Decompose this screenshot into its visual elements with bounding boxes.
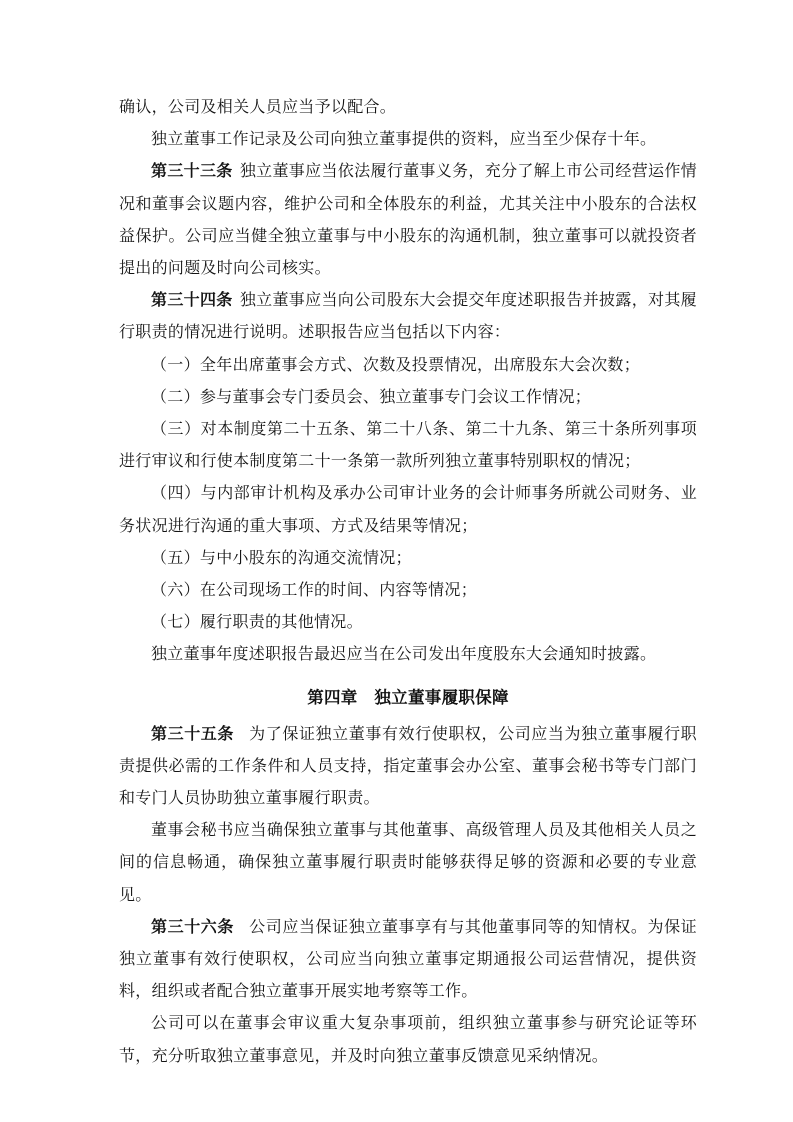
article-34-text: 独立董事应当向公司股东大会提交年度述职报告并披露，对其履行职责的情况进行说明。述职报告应当包括以下内容：	[119, 292, 697, 342]
list-item-4: （四）与内部审计机构及承办公司审计业务的会计师事务所就公司财务、业务状况进行沟通的重大事项、方式及结果等情况；	[119, 485, 697, 535]
list-item-6: （六）在公司现场工作的时间、内容等情况；	[151, 582, 478, 600]
list-item-3: （三）对本制度第二十五条、第二十八条、第二十九条、第三十条所列事项进行审议和行使本制度第二十一条第一款所列独立董事特别职权的情况；	[119, 421, 697, 471]
article-36-number: 第三十六条	[151, 918, 234, 936]
paragraph-board-secretary: 董事会秘书应当确保独立董事与其他董事、高级管理人员及其他相关人员之间的信息畅通，确保独立董事履行职责时能够获得足够的资源和必要的专业意见。	[119, 822, 697, 904]
article-35-paragraph	[119, 719, 697, 816]
paragraph-continuation: 确认，公司及相关人员应当予以配合。	[119, 99, 397, 116]
list-item-7: （七）履行职责的其他情况。	[151, 614, 363, 632]
article-34-number: 第三十四条	[151, 292, 233, 310]
article-34-paragraph	[119, 285, 697, 349]
paragraph-consultation: 公司可以在董事会审议重大复杂事项前，组织独立董事参与研究论证等环节，充分听取独立董事意见，并及时向独立董事反馈意见采纳情况。	[119, 1015, 697, 1065]
list-item-1: （一）全年出席董事会方式、次数及投票情况，出席股东大会次数；	[151, 356, 641, 374]
article-33-text: 独立董事应当依法履行董事义务，充分了解上市公司经营运作情况和董事会议题内容，维护公司和全体股东的利益，尤其关注中小股东的合法权益保护。公司应当健全独立董事与中小股东的沟通机制，独立董事可以就投资者提出的问题及时向公司核实。	[119, 163, 697, 278]
chapter-4-heading: 第四章 独立董事履职保障	[307, 687, 509, 707]
paragraph-report-disclosure: 独立董事年度述职报告最迟应当在公司发出年度股东大会通知时披露。	[151, 646, 657, 664]
article-35-number: 第三十五条	[151, 725, 234, 743]
article-36-text: 公司应当保证独立董事享有与其他董事同等的知情权。为保证独立董事有效行使职权，公司应当向独立董事定期通报公司运营情况，提供资料，组织或者配合独立董事开展实地考察等工作。	[119, 918, 697, 1001]
list-item-5: （五）与中小股东的沟通交流情况；	[151, 549, 412, 567]
paragraph-records-retention: 独立董事工作记录及公司向独立董事提供的资料，应当至少保存十年。	[151, 131, 657, 149]
article-36-paragraph	[119, 912, 697, 1009]
article-33-number: 第三十三条	[151, 163, 233, 181]
article-33-paragraph	[119, 156, 697, 285]
article-35-text: 为了保证独立董事有效行使职权，公司应当为独立董事履行职责提供必需的工作条件和人员支持，指定董事会办公室、董事会秘书等专门部门和专门人员协助独立董事履行职责。	[119, 725, 697, 808]
list-item-2: （二）参与董事会专门委员会、独立董事专门会议工作情况；	[151, 388, 592, 406]
document-body	[119, 92, 697, 1073]
